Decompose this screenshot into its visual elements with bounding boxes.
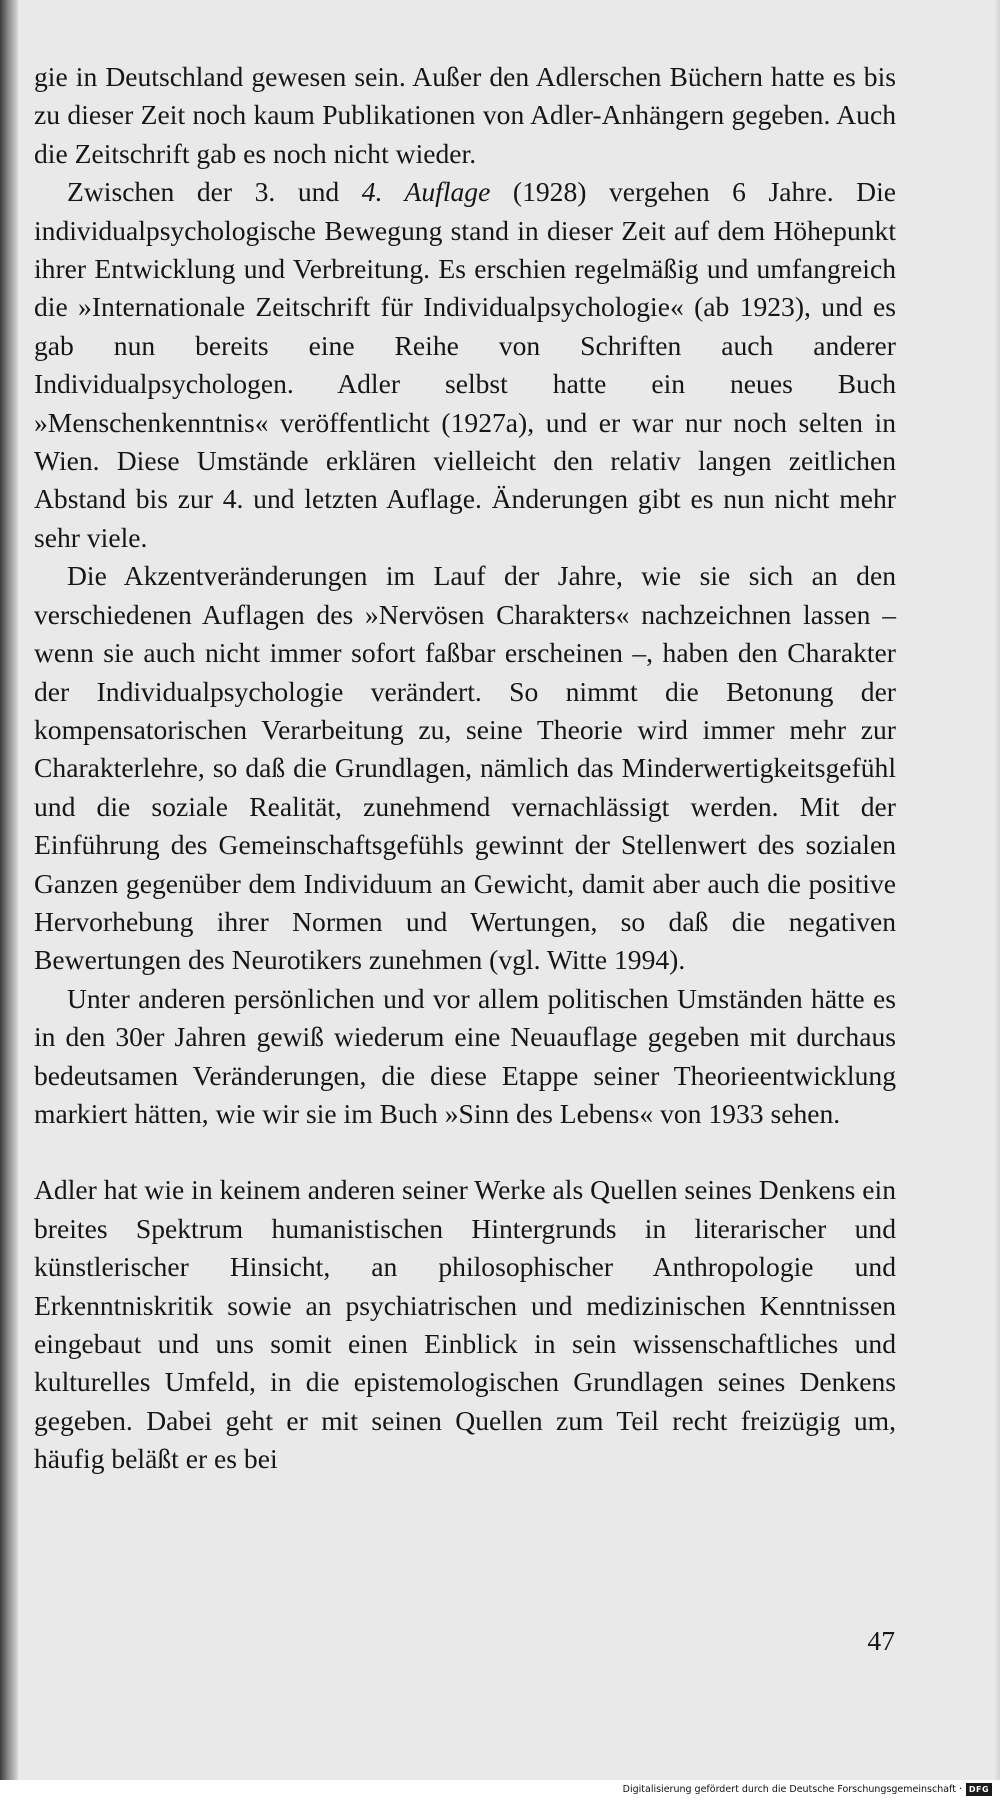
dfg-logo: DFG	[966, 1783, 992, 1796]
paragraph-text: (1928) vergehen 6 Jahre. Die individualpsychologische Bewegung stand in dieser Zeit auf dem Höhepunkt ihrer Entwicklung und Verbreitung. Es erschien regelmäßig und umfangreich die »Internationale Zeitschrift für Individualpsychologie« (ab 1923), und es gab nun bereits eine Reihe von Schriften auch anderer Individualpsychologen. Adler selbst hatte ein neues Buch »Menschenkenntnis« veröffentlicht (1927a), und er war nur noch selten in Wien. Diese Umstände erklären vielleicht den relativ langen zeitlichen Abstand bis zur 4. und letzten Auflage. Änderungen gibt es nun nicht mehr sehr viele.	[34, 176, 896, 553]
paragraph-accent-changes: Die Akzentveränderungen im Lauf der Jahre, wie sie sich an den verschiedenen Auflagen des »Nervösen Charakters« nachzeichnen lassen – wenn sie auch nicht immer sofort faßbar erscheinen –, haben den Charakter der Individualpsychologie verändert. So nimmt die Betonung der kompensatorischen Verarbeitung zu, seine Theorie wird immer mehr zur Charakterlehre, so daß die Grundlagen, nämlich das Minderwertigkeitsgefühl und die soziale Realität, zunehmend vernachlässigt werden. Mit der Einführung des Gemeinschaftsgefühls gewinnt der Stellenwert des sozialen Ganzen gegenüber dem Individuum an Gewicht, damit aber auch die positive Hervorhebung ihrer Normen und Wertungen, so daß die negativen Bewertungen des Neurotikers zunehmen (vgl. Witte 1994).	[34, 560, 896, 976]
page-edge	[994, 0, 1000, 1780]
edition-title: 4. Auflage	[361, 176, 491, 208]
body-text	[34, 58, 896, 1479]
paragraph-fourth-edition	[34, 173, 896, 557]
footer-credit: Digitalisierung gefördert durch die Deutsche Forschungsgemeinschaft ·	[622, 1784, 962, 1795]
page-number: 47	[867, 1625, 895, 1656]
paragraph-thirties: Unter anderen persönlichen und vor allem politischen Umständen hätte es in den 30er Jahren gewiß wiederum eine Neuauflage gegeben mit durchaus bedeutsamen Veränderungen, die diese Etappe seiner Theorieentwicklung markiert hätten, wie wir sie im Buch »Sinn des Lebens« von 1933 sehen.	[34, 982, 896, 1129]
digitization-footer	[0, 1780, 1000, 1801]
paragraph-text: Zwischen der 3. und	[67, 176, 362, 208]
section-gap	[34, 1133, 896, 1171]
binding-shadow	[0, 0, 18, 1780]
paragraph-sources: Adler hat wie in keinem anderen seiner Werke als Quellen seines Denkens ein breites Spektrum humanistischen Hintergrunds in literarischer und künstlerischer Hinsicht, an philosophischer Anthropologie und Erkenntniskritik sowie an psychiatrischen und medizinischen Kenntnissen eingebaut und uns somit einen Einblick in sein wissenschaftliches und kulturelles Umfeld, in die epistemologischen Grundlagen seines Denkens gegeben. Dabei geht er mit seinen Quellen zum Teil recht freizügig um, häufig beläßt er es bei	[34, 1174, 896, 1475]
paragraph-continuation: gie in Deutschland gewesen sein. Außer den Adlerschen Büchern hatte es bis zu dieser Zeit noch kaum Publikationen von Adler-Anhängern gegeben. Auch die Zeitschrift gab es noch nicht wieder.	[34, 61, 896, 169]
